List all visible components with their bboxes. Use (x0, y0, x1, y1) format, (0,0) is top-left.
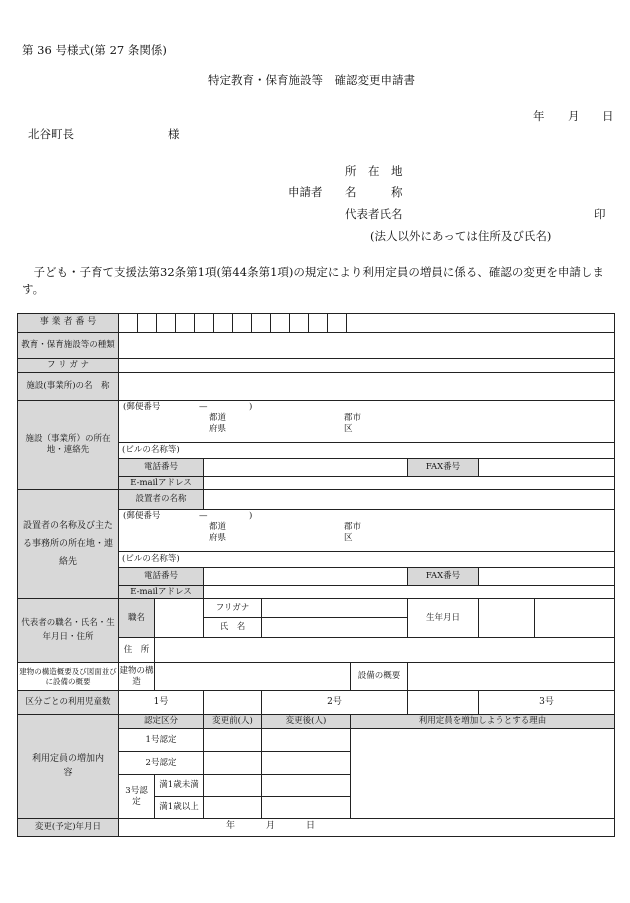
founder-phone-label: 電話番号 (119, 568, 204, 586)
applicant-address: 所 在 地 (345, 164, 403, 178)
under1-after[interactable] (262, 775, 351, 797)
seal-mark: 印 (594, 207, 606, 221)
rep-name-value[interactable] (262, 618, 408, 638)
cert2-after[interactable] (262, 752, 351, 775)
under1-label: 満1歳未満 (155, 775, 204, 797)
rep-furigana-value[interactable] (262, 599, 408, 618)
cert3-label: 3号認定 (119, 775, 155, 819)
page-title: 特定教育・保育施設等 確認変更申請書 (208, 73, 415, 87)
rep-furigana-label: フリガナ (204, 599, 262, 618)
facility-type-value[interactable] (119, 333, 615, 359)
founder-phone-value[interactable] (204, 568, 408, 586)
facility-email-label: E-mailアドレス (119, 477, 204, 490)
applicant-rep: 代表者氏名 (345, 207, 403, 221)
after-header: 変更後(人) (262, 715, 351, 729)
building-structure-value[interactable] (155, 663, 351, 691)
cat2-label: 2号 (262, 691, 408, 715)
facility-fax-label: FAX番号 (408, 459, 479, 477)
founder-email-value[interactable] (204, 586, 615, 599)
birth-value[interactable] (479, 599, 535, 638)
change-date-label: 変更(予定)年月日 (18, 819, 119, 837)
facility-name-value[interactable] (119, 373, 615, 401)
founder-name-label: 設置者の名称 (119, 490, 204, 510)
before-header: 変更前(人) (204, 715, 262, 729)
business-number-cells (119, 314, 615, 333)
founder-label: 設置者の名称及び主たる事務所の所在地・連絡先 (18, 490, 119, 599)
reason-header: 利用定員を増加しようとする理由 (351, 715, 615, 729)
category-label: 区分ごとの利用児童数 (18, 691, 119, 715)
body-text: 子ども・子育て支援法第32条第1項(第44条第1項)の規定により利用定員の増員に係る、確認の変更を申請します。 (22, 265, 604, 296)
facility-building[interactable]: (ビルの名称等) (119, 443, 615, 459)
over1-before[interactable] (204, 797, 262, 819)
founder-building[interactable]: (ビルの名称等) (119, 552, 615, 568)
founder-fax-label: FAX番号 (408, 568, 479, 586)
applicant-name: 名 称 (345, 185, 403, 199)
facility-type-label: 教育・保育施設等の種類 (18, 333, 119, 359)
founder-name-value[interactable] (204, 490, 615, 510)
cat1-value[interactable] (204, 691, 262, 715)
position-value[interactable] (155, 599, 204, 638)
cert1-before[interactable] (204, 729, 262, 752)
cat3-label: 3号 (479, 691, 615, 715)
founder-email-label: E-mailアドレス (119, 586, 204, 599)
position-label: 職名 (119, 599, 155, 638)
structure-label: 建物の構造概要及び図面並びに設備の概要 (18, 663, 119, 691)
cat2-value[interactable] (408, 691, 479, 715)
form-number: 第 36 号様式(第 27 条関係) (22, 43, 167, 57)
applicant-label: 申請者 (288, 185, 323, 199)
facility-location-label: 施設（事業所）の所在地・連絡先 (18, 401, 119, 490)
birth-label: 生年月日 (408, 599, 479, 638)
rep-address-label: 住 所 (119, 638, 155, 663)
date-day: 日 (602, 109, 614, 123)
cat1-label: 1号 (119, 691, 204, 715)
facility-postal-block[interactable]: (郵便番号 — ) 都道府県 郡市区 (119, 401, 615, 443)
over1-after[interactable] (262, 797, 351, 819)
building-structure-label: 建物の構造 (119, 663, 155, 691)
cert2-before[interactable] (204, 752, 262, 775)
facility-fax-value[interactable] (479, 459, 615, 477)
cert-category-header: 認定区分 (119, 715, 204, 729)
facility-name-label: 施設(事業所)の名 称 (18, 373, 119, 401)
under1-before[interactable] (204, 775, 262, 797)
rep-address-value[interactable] (155, 638, 615, 663)
reason-value[interactable] (351, 729, 615, 819)
date-month: 月 (568, 109, 580, 123)
facility-phone-value[interactable] (204, 459, 408, 477)
equipment-value[interactable] (408, 663, 615, 691)
addressee-name: 北谷町長 (28, 127, 74, 141)
equipment-label: 設備の概要 (351, 663, 408, 691)
applicant-note: (法人以外にあっては住所及び氏名) (370, 229, 552, 243)
furigana-label: フ リ ガ ナ (18, 359, 119, 373)
over1-label: 満1歳以上 (155, 797, 204, 819)
cert1-label: 1号認定 (119, 729, 204, 752)
change-date-value[interactable]: 年 月 日 (119, 819, 615, 837)
application-table (17, 313, 615, 837)
facility-phone-label: 電話番号 (119, 459, 204, 477)
rep-label: 代表者の職名・氏名・生年月日・住所 (18, 599, 119, 663)
founder-fax-value[interactable] (479, 568, 615, 586)
rep-name-label: 氏 名 (204, 618, 262, 638)
addressee-honorific: 様 (168, 127, 180, 141)
date-year: 年 (533, 109, 545, 123)
cert2-label: 2号認定 (119, 752, 204, 775)
business-number-label: 事 業 者 番 号 (18, 314, 119, 333)
founder-postal-block[interactable]: (郵便番号 — ) 都道府県 郡市区 (119, 510, 615, 552)
cert1-after[interactable] (262, 729, 351, 752)
furigana-value[interactable] (119, 359, 615, 373)
increase-label: 利用定員の増加内容 (18, 715, 119, 819)
facility-email-value[interactable] (204, 477, 615, 490)
